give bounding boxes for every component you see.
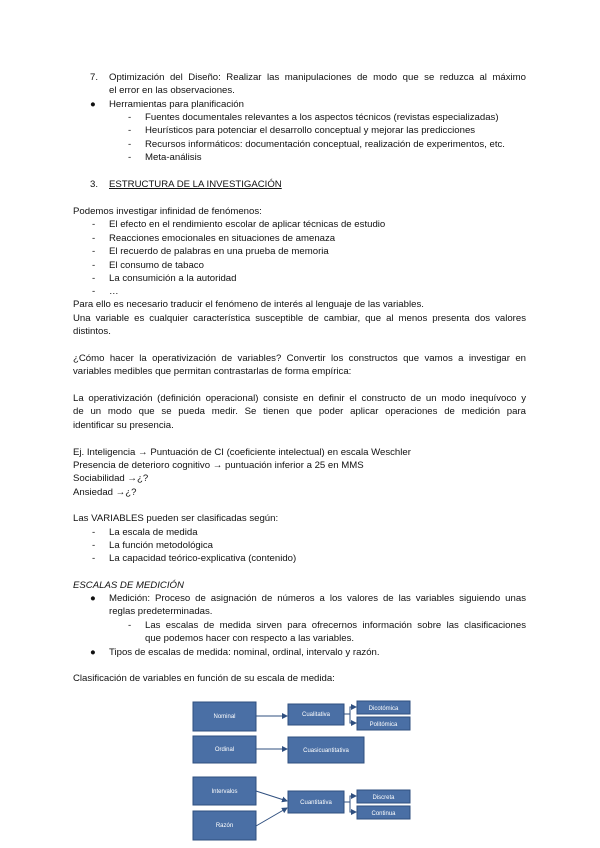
box-dicotomica-label: Dicotómica bbox=[368, 706, 399, 712]
dash-marker: - bbox=[92, 553, 96, 564]
example-line: Presencia de deterioro cognitivo → puntuación inferior a 25 en MMS bbox=[73, 460, 364, 471]
bullet-marker: ● bbox=[90, 593, 96, 604]
phenomenon-item: El efecto en el rendimiento escolar de aplicar técnicas de estudio bbox=[109, 219, 386, 230]
dash-marker: - bbox=[128, 112, 132, 123]
list-number-7: 7. bbox=[90, 72, 99, 83]
operationalization-question-line1: ¿Cómo hacer la operativización de variables? Convertir los constructos que vamos a investigar en bbox=[73, 353, 526, 364]
scales-title: ESCALAS DE MEDICIÓN bbox=[73, 580, 184, 591]
translate-line: Para ello es necesario traducir el fenómeno de interés al lenguaje de las variables. bbox=[73, 299, 424, 310]
dash-marker: - bbox=[92, 527, 96, 538]
phenomenon-item: … bbox=[109, 286, 119, 297]
variable-definition-line1: Una variable es cualquier característica susceptible de cambiar, que al menos presenta dos valores bbox=[73, 313, 526, 324]
box-politomica-label: Politómica bbox=[369, 722, 398, 728]
tool-item: Meta-análisis bbox=[145, 152, 202, 163]
dash-marker: - bbox=[92, 260, 96, 271]
dash-marker: - bbox=[92, 540, 96, 551]
example-line: Ej. Inteligencia → Puntuación de CI (coeficiente intelectual) en escala Weschler bbox=[73, 447, 411, 458]
dash-marker: - bbox=[92, 246, 96, 257]
box-intervalos-label: Intervalos bbox=[211, 789, 238, 795]
measurement-line2: reglas predeterminadas. bbox=[109, 606, 213, 617]
dash-marker: - bbox=[128, 620, 132, 631]
dash-marker: - bbox=[128, 139, 132, 150]
dash-marker: - bbox=[92, 219, 96, 230]
classify-item: La escala de medida bbox=[109, 527, 198, 538]
dash-marker: - bbox=[128, 152, 132, 163]
classify-item: La función metodológica bbox=[109, 540, 214, 551]
operationalization-definition-line1: La operativización (definición operacional) consiste en definir el constructo de un modo inequívoco y bbox=[73, 393, 526, 404]
classify-intro: Las VARIABLES pueden ser clasificadas según: bbox=[73, 513, 279, 524]
arrow-cuantitativa-discreta bbox=[344, 796, 356, 802]
tools-title: Herramientas para planificación bbox=[109, 99, 244, 110]
box-ordinal-label: Ordinal bbox=[214, 747, 235, 753]
bullet-marker: ● bbox=[90, 647, 96, 658]
arrow-cualitativa-dicotomica bbox=[344, 707, 356, 714]
operationalization-definition-line2: de un modo que se pueda medir. Se tienen que poder aplicar operaciones de medición para bbox=[73, 406, 526, 417]
operationalization-definition-line3: identificar su presencia. bbox=[73, 420, 174, 431]
arrow-cuantitativa-continua bbox=[350, 802, 356, 812]
dash-marker: - bbox=[92, 286, 96, 297]
example-line: Sociabilidad →¿? bbox=[73, 473, 149, 484]
dash-marker: - bbox=[92, 233, 96, 244]
scale-types-line: Tipos de escalas de medida: nominal, ordinal, intervalo y razón. bbox=[109, 647, 380, 658]
box-cuantitativa-label: Cuantitativa bbox=[300, 800, 332, 806]
arrow-cualitativa-politomica bbox=[350, 714, 356, 723]
dash-marker: - bbox=[92, 273, 96, 284]
scales-sub-line2: que podemos hacer con respecto a las variables. bbox=[145, 633, 355, 644]
tool-item: Fuentes documentales relevantes a los aspectos técnicos (revistas especializadas) bbox=[145, 112, 499, 123]
arrow-intervalos-cuantitativa bbox=[256, 791, 287, 801]
scales-sub-line1: Las escalas de medida sirven para ofrecernos información sobre las clasificaciones bbox=[145, 620, 526, 631]
variable-definition-line2: distintos. bbox=[73, 326, 111, 337]
tool-item: Recursos informáticos: documentación conceptual, realización de experimentos, etc. bbox=[145, 139, 505, 150]
phenomenon-item: Reacciones emocionales en situaciones de amenaza bbox=[109, 233, 336, 244]
section-number: 3. bbox=[90, 179, 99, 190]
box-nominal-label: Nominal bbox=[213, 714, 236, 720]
arrow-razon-cuantitativa bbox=[256, 808, 287, 826]
box-continua-label: Continua bbox=[371, 811, 396, 817]
item7-text-line1: Optimización del Diseño: Realizar las manipulaciones de modo que se reduzca al máximo bbox=[109, 72, 526, 83]
tool-item: Heurísticos para potenciar el desarrollo conceptual y mejorar las predicciones bbox=[145, 125, 476, 136]
phenomenon-item: La consumición a la autoridad bbox=[109, 273, 237, 284]
example-line: Ansiedad →¿? bbox=[73, 487, 137, 498]
bullet-marker: ● bbox=[90, 99, 96, 110]
operationalization-question-line2: variables medibles que permitan contrastarlas de forma empírica: bbox=[73, 366, 352, 377]
box-cualitativa-label: Cualitativa bbox=[301, 712, 331, 718]
section-title: ESTRUCTURA DE LA INVESTIGACIÓN bbox=[109, 179, 282, 190]
phenomenon-item: El recuerdo de palabras en una prueba de memoria bbox=[109, 246, 329, 257]
phenomena-intro: Podemos investigar infinidad de fenómenos: bbox=[73, 206, 262, 217]
classify-item: La capacidad teórico-explicativa (contenido) bbox=[109, 553, 297, 564]
box-razon-label: Razón bbox=[215, 823, 234, 829]
diagram-title: Clasificación de variables en función de su escala de medida: bbox=[73, 673, 335, 684]
phenomenon-item: El consumo de tabaco bbox=[109, 260, 204, 271]
dash-marker: - bbox=[128, 125, 132, 136]
measurement-line1: Medición: Proceso de asignación de números a los valores de las variables siguiendo unas bbox=[109, 593, 526, 604]
box-cuasicuantitativa-label: Cuasicuantitativa bbox=[303, 748, 349, 754]
item7-text-line2: el error en las observaciones. bbox=[109, 85, 235, 96]
box-discreta-label: Discreta bbox=[372, 795, 395, 801]
